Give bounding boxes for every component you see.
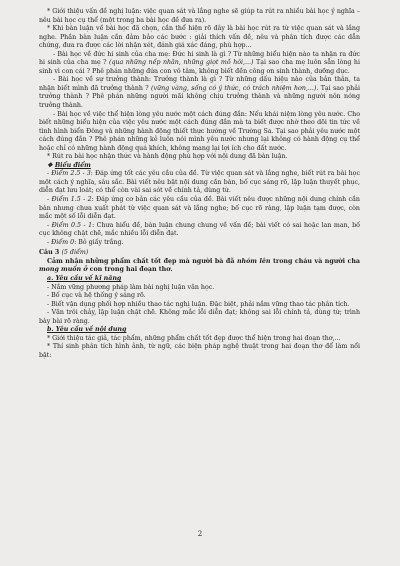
lesson-maturity-example: (vững vàng, sống có ý thức, có trách nhiệm hơn,...) <box>151 84 317 92</box>
content-requirements-heading: b. Yêu cầu về nội dung <box>47 326 127 334</box>
score-level-2-label: Điểm 1.5 - 2 <box>51 196 92 204</box>
score-level-3-label: Điểm 0.5 - 1 <box>51 221 93 229</box>
content-item: * Thí sinh phân tích hình ảnh, từ ngữ, các biện pháp nghệ thuật trong hai đoạn thơ để làm nổi bật: <box>39 343 360 359</box>
score-level-4: - Điểm 0: Bỏ giấy trắng. <box>47 238 124 246</box>
skills-requirements-heading: a. Yêu cầu về kĩ năng <box>47 274 122 282</box>
scoring-heading-text: Biểu điểm <box>54 161 91 169</box>
prompt-phrase-mong-muon: mong muốn ở <box>39 266 88 274</box>
lesson-sacrifice-example: (qua những nếp nhăn, những giọt mồ hôi,...) <box>109 59 254 67</box>
content-item: * Giới thiệu tác giả, tác phẩm, những phẩm chất tốt đẹp được thể hiện trong hai đoạn thơ,... <box>47 334 341 342</box>
lesson-sacrifice-text: - Bài học về đức hi sinh của cha mẹ: Đức hi sinh là gì ? Từ những biểu hiện nào ta nhận ra đức hi sinh của cha mẹ ? <box>39 50 360 67</box>
score-level-1-text: : Đáp ứng tốt các yêu cầu của đề. Từ việc quan sát và lắng nghe, biết rút ra bài học một cách ý nghĩa, sâu sắc. Bài viết nêu bật nội dung cần bàn, bố cục sáng rõ, lập luận thuyết phục, diễn đạt lưu loát; có thể còn vài sai sót về chính tả, dùng từ. <box>39 170 360 195</box>
page-number: 2 <box>197 530 203 538</box>
lesson-patriotism: - Bài học về việc thể hiện lòng yêu nước một cách đúng đắn: Nếu khái niệm lòng yêu nước. Cho biết những biểu hiện của việc yêu nước một cách đúng đắn mà ta biết được nhờ theo dõi tin tức về tình hình biển Đông và những hành động thiết thực hướng về Trường Sa. Tại sao phải yêu nước một cách đúng đắn ? Phê phán những kẻ luôn nói mình yêu nước nhưng lại không có hành động cụ thể hoặc chỉ có những hành động quá khích, không mang lại lợi ích cho đất nước. <box>39 110 360 152</box>
question-3-title <box>39 249 360 258</box>
question-3-label: Câu 3 <box>39 249 60 257</box>
prompt-part-3: con trong hai đoạn thơ. <box>87 266 173 274</box>
score-level-1-label: Điểm 2.5 - 3 <box>51 170 91 178</box>
score-level-4-text: : Bỏ giấy trắng. <box>74 238 124 246</box>
intro-paragraph: * Giới thiệu vấn đề nghị luận: việc quan sát và lắng nghe sẽ giúp ta rút ra nhiều bài học ý nghĩa – nêu bài học cụ thể (một trong ba bài học đề đưa ra). <box>39 8 360 24</box>
question-3-points: (5 điểm) <box>61 249 89 257</box>
score-level-2-text: : Đáp ứng cơ bản các yêu cầu của đề. Bài viết nêu được những nội dung chính cần bàn nhưng chưa xuất phát từ việc quan sát và lắng nghe; bố cục rõ ràng, lập luận tạm được, còn mắc một số lỗi diễn đạt. <box>39 196 360 221</box>
score-level-2: - Điểm 1.5 - 2: Đáp ứng cơ bản các yêu cầu của đề. Bài viết nêu được những nội dung chính cần bàn nhưng chưa xuất phát từ việc quan sát và lắng nghe; bố cục rõ ràng, lập luận tạm được, còn mắc một số lỗi diễn đạt. <box>39 196 360 221</box>
score-level-3: - Điểm 0.5 - 1: Chưa hiểu đề, bàn luận chung chung về vấn đề; bài viết có sai hoặc lan man, bố cục không chặt chẽ, mắc nhiều lỗi diễn đạt. <box>39 221 360 238</box>
lesson-sacrifice-rest: Tại sao cha mẹ luôn sẵn lòng hi sinh vì con cái ? Phê phán những đứa con vô tâm, không biết đền công ơn sinh thành, dưỡng dục. <box>39 59 361 75</box>
lesson-sacrifice <box>39 51 360 77</box>
score-level-3-text: : Chưa hiểu đề, bàn luận chung chung về vấn đề; bài viết có sai hoặc lan man, bố cục không chặt chẽ, mắc nhiều lỗi diễn đạt. <box>39 221 360 238</box>
lesson-maturity <box>39 76 360 110</box>
skill-item: - Biết vận dụng phối hợp nhiều thao tác nghị luận. Đặc biệt, phải nắm vững thao tác phân tích. <box>47 300 350 308</box>
skill-item: - Bố cục và hệ thống ý sáng rõ. <box>47 292 146 300</box>
prompt-phrase-nhom-len: nhóm lên <box>236 257 271 265</box>
lesson-maturity-text: - Bài học về sự trưởng thành: Trưởng thành là gì ? Từ những dấu hiệu nào của bản thân, ta nhận biết mình đã trưởng thành ? <box>39 76 360 92</box>
conclusion-paragraph: * Rút ra bài học nhận thức và hành động phù hợp với nội dung đã bàn luận. <box>47 153 288 161</box>
scoring-heading: ❖ Biểu điểm <box>47 161 91 169</box>
lesson-maturity-rest: . Tại sao phải trưởng thành ? Phê phán những người mãi không chịu trưởng thành và những người nôn nóng trưởng thành. <box>39 84 361 110</box>
prompt-part-1: Cảm nhận những phẩm chất tốt đẹp mà người bà đã <box>47 257 237 265</box>
skill-item: - Văn trôi chảy, lập luận chặt chẽ. Không mắc lỗi diễn đạt; không sai lỗi chính tả, dùng từ; trình bày bài rõ ràng. <box>39 309 360 325</box>
prompt-part-2: trong cháu và người cha <box>270 257 360 265</box>
skill-item: - Nắm vững phương pháp làm bài nghị luận văn học. <box>47 283 215 291</box>
score-level-1: - Điểm 2.5 - 3: Đáp ứng tốt các yêu cầu của đề. Từ việc quan sát và lắng nghe, biết rút ra bài học một cách ý nghĩa, sâu sắc. Bài viết nêu bật nội dung cần bàn, bố cục sáng rõ, lập luận thuyết phục, diễn đạt lưu loát; có thể còn vài sai sót về chính tả, dùng từ. <box>39 170 360 195</box>
discussion-paragraph: * Khi bàn luận về bài học đã chọn, cần thể hiện rõ đây là bài học rút ra từ việc quan sát và lắng nghe. Phần bàn luận cần đảm bảo các bước : giải thích vấn đề, nêu và phân tích được các dẫn chứng, đưa ra được các lời nhận xét, đánh giá xác đáng, phù hợp... <box>39 25 360 50</box>
score-level-4-label: Điểm 0 <box>51 238 75 246</box>
question-3-prompt <box>39 258 360 275</box>
